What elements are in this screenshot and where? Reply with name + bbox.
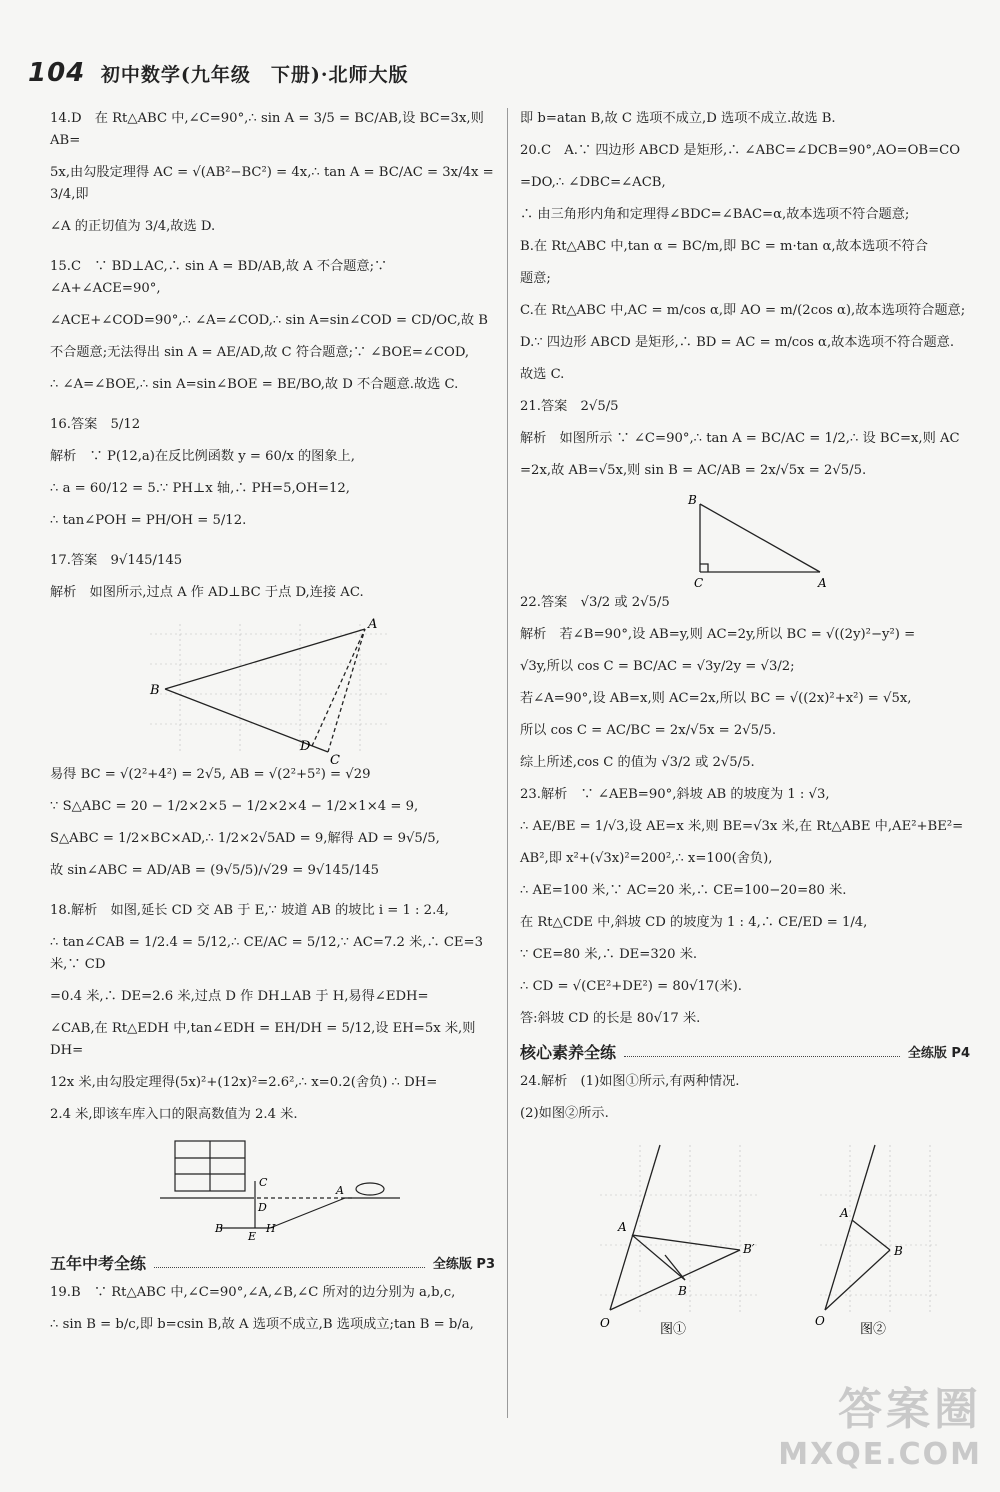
q21-label-a: A	[818, 576, 827, 590]
q20-line-3: ∴ 由三角形内角和定理得∠BDC=∠BAC=α,故本选项不符合题意;	[520, 207, 910, 222]
q17-line-3: 易得 BC = √(2²+4²) = 2√5, AB = √(2²+5²) = √29	[50, 767, 371, 782]
q22-line-4: 若∠A=90°,设 AB=x,则 AC=2x,所以 BC = √((2x)²+x²) = √5x,	[520, 691, 912, 706]
q24-fig1-label-b: B	[678, 1284, 687, 1298]
q18-line-1: 18.解析 如图,延长 CD 交 AB 于 E,∵ 坡道 AB 的坡比 i = 1 : 2.4,	[50, 903, 449, 918]
q18-line-2: ∴ tan∠CAB = 1/2.4 = 5/12,∴ CE/AC = 5/12,∵ AC=7.2 米,∴ CE=3 米,∵ CD	[50, 935, 483, 972]
q21-label-c: C	[694, 576, 704, 590]
q22-line-3: √3y,所以 cos C = BC/AC = √3y/2y = √3/2;	[520, 659, 795, 674]
q20-line-7: D.∵ 四边形 ABCD 是矩形,∴ BD = AC = m/cos α,故本选项不符合题意.	[520, 335, 955, 350]
q15-line-4: ∴ ∠A=∠BOE,∴ sin A=sin∠BOE = BE/BO,故 D 不合题意.故选 C.	[50, 377, 459, 392]
q18-label-e: E	[248, 1230, 257, 1241]
section-title: 五年中考全练	[50, 1254, 147, 1273]
q21-line-3: =2x,故 AB=√5x,则 sin B = AC/AB = 2x/√5x = 2√5/5.	[520, 463, 867, 478]
q18-line-3: =0.4 米,∴ DE=2.6 米,过点 D 作 DH⊥AB 于 H,易得∠EDH=	[50, 989, 429, 1004]
q20-line-5: 题意;	[520, 271, 551, 286]
q24-figures	[590, 1135, 950, 1335]
q19-line-2: ∴ sin B = b/c,即 b=csin B,故 A 选项不成立,B 选项成立;tan B = b/a,	[50, 1317, 474, 1332]
question-19	[50, 1282, 495, 1336]
watermark-line-2: MXQE.COM	[778, 1437, 982, 1472]
q24-fig1-label-o: O	[600, 1316, 610, 1330]
q23-line-4: ∴ AE=100 米,∵ AC=20 米,∴ CE=100−20=80 米.	[520, 883, 847, 898]
q18-label-c: C	[259, 1176, 268, 1189]
q18-garage-figure	[160, 1136, 410, 1241]
q18-label-b: B	[215, 1222, 224, 1235]
question-23	[520, 784, 970, 1030]
q18-line-5: 12x 米,由勾股定理得(5x)²+(12x)²=2.6²,∴ x=0.2(舍负) ∴ DH=	[50, 1075, 438, 1090]
q24-fig1-label-a: A	[618, 1220, 627, 1234]
question-22	[520, 592, 970, 774]
q17-line-6: 故 sin∠ABC = AD/AB = (9√5/5)/√29 = 9√145/145	[50, 863, 380, 878]
q24-fig1-label-bprime: B′	[743, 1242, 755, 1256]
q23-line-3: AB²,即 x²+(√3x)²=200²,∴ x=100(舍负),	[520, 851, 773, 866]
q17-line-2: 解析 如图所示,过点 A 作 AD⊥BC 于点 D,连接 AC.	[50, 585, 364, 600]
q18-label-h: H	[266, 1222, 276, 1235]
q18-label-a: A	[336, 1184, 344, 1197]
question-18	[50, 900, 495, 1241]
q14-line-2: 5x,由勾股定理得 AC = √(AB²−BC²) = 4x,∴ tan A = BC/AC = 3x/4x = 3/4,即	[50, 165, 494, 202]
question-20	[520, 140, 970, 386]
question-15	[50, 256, 495, 396]
q19-line-3: 即 b=atan B,故 C 选项不成立,D 选项不成立.故选 B.	[520, 111, 836, 126]
q20-line-8: 故选 C.	[520, 367, 565, 382]
q16-line-1: 16.答案 5/12	[50, 417, 141, 432]
q15-line-2: ∠ACE+∠COD=90°,∴ ∠A=∠COD,∴ sin A=sin∠COD = CD/OC,故 B	[50, 313, 488, 328]
q18-line-4: ∠CAB,在 Rt△EDH 中,tan∠EDH = EH/DH = 5/12,设 EH=5x 米,则 DH=	[50, 1021, 476, 1058]
section-five-year-exam	[50, 1251, 495, 1274]
q17-line-4: ∵ S△ABC = 20 − 1/2×2×5 − 1/2×2×4 − 1/2×1×4 = 9,	[50, 799, 419, 814]
q22-line-1: 22.答案 √3/2 或 2√5/5	[520, 595, 670, 610]
section-ref: 全练版 P4	[907, 1046, 970, 1061]
q17-line-1: 17.答案 9√145/145	[50, 553, 183, 568]
q24-line-1: 24.解析 (1)如图①所示,有两种情况.	[520, 1074, 740, 1089]
q19-line-1: 19.B ∵ Rt△ABC 中,∠C=90°,∠A,∠B,∠C 所对的边分别为 a,b,c,	[50, 1285, 456, 1300]
watermark	[778, 1373, 982, 1472]
page-header	[28, 58, 409, 88]
q24-fig2-label-a: A	[840, 1206, 849, 1220]
page-number: 104	[28, 58, 86, 88]
q24-fig2-label-b: B	[894, 1244, 903, 1258]
q17-label-c: C	[330, 753, 340, 764]
q22-line-2: 解析 若∠B=90°,设 AB=y,则 AC=2y,所以 BC = √((2y)²−y²) =	[520, 627, 916, 642]
q24-line-2: (2)如图②所示.	[520, 1106, 609, 1121]
q23-line-2: ∴ AE/BE = 1/√3,设 AE=x 米,则 BE=√3x 米,在 Rt△ABE 中,AE²+BE²=	[520, 819, 964, 834]
q22-line-5: 所以 cos C = AC/BC = 2x/√5x = 2√5/5.	[520, 723, 777, 738]
q21-line-1: 21.答案 2√5/5	[520, 399, 619, 414]
q23-line-7: ∴ CD = √(CE²+DE²) = 80√17(米).	[520, 979, 742, 994]
q15-line-3: 不合题意;无法得出 sin A = AE/AD,故 C 符合题意;∵ ∠BOE=∠COD,	[50, 345, 470, 360]
q14-line-3: ∠A 的正切值为 3/4,故选 D.	[50, 219, 216, 234]
q22-line-6: 综上所述,cos C 的值为 √3/2 或 2√5/5.	[520, 755, 755, 770]
q20-line-1: 20.C A.∵ 四边形 ABCD 是矩形,∴ ∠ABC=∠DCB=90°,AO=OB=CO	[520, 143, 961, 158]
q17-label-b: B	[150, 683, 160, 698]
book-title: 初中数学(九年级 下册)·北师大版	[100, 64, 409, 86]
q16-line-2: 解析 ∵ P(12,a)在反比例函数 y = 60/x 的图象上,	[50, 449, 355, 464]
question-17	[50, 550, 495, 882]
right-column	[520, 108, 970, 1335]
question-21	[520, 396, 970, 592]
q18-label-d: D	[258, 1201, 267, 1214]
question-16	[50, 414, 495, 532]
q17-triangle-figure	[140, 614, 400, 764]
section-core-literacy	[520, 1040, 970, 1063]
q15-line-1: 15.C ∵ BD⊥AC,∴ sin A = BD/AB,故 A 不合题意;∵ ∠A+∠ACE=90°,	[50, 259, 388, 296]
q20-line-2: =DO,∴ ∠DBC=∠ACB,	[520, 175, 666, 190]
q21-right-triangle-figure	[680, 492, 840, 592]
q24-fig2-caption: 图②	[860, 1322, 887, 1335]
q16-line-3: ∴ a = 60/12 = 5.∵ PH⊥x 轴,∴ PH=5,OH=12,	[50, 481, 350, 496]
q14-line-1: 14.D 在 Rt△ABC 中,∠C=90°,∴ sin A = 3/5 = BC/AB,设 BC=3x,则 AB=	[50, 111, 484, 148]
question-14	[50, 108, 495, 238]
q20-line-4: B.在 Rt△ABC 中,tan α = BC/m,即 BC = m·tan α,故本选项不符合	[520, 239, 928, 254]
q24-fig2-label-o: O	[815, 1314, 825, 1328]
q17-label-a: A	[368, 617, 378, 632]
column-divider	[507, 108, 508, 1418]
q23-line-5: 在 Rt△CDE 中,斜坡 CD 的坡度为 1 : 4,∴ CE/ED = 1/4,	[520, 915, 868, 930]
left-column	[50, 108, 495, 1346]
q17-label-d: D	[300, 739, 311, 754]
q20-line-6: C.在 Rt△ABC 中,AC = m/cos α,即 AO = m/(2cos α),故本选项符合题意;	[520, 303, 966, 318]
q23-line-8: 答:斜坡 CD 的长是 80√17 米.	[520, 1011, 701, 1026]
q23-line-1: 23.解析 ∵ ∠AEB=90°,斜坡 AB 的坡度为 1 : √3,	[520, 787, 830, 802]
q18-line-6: 2.4 米,即该车库入口的限高数值为 2.4 米.	[50, 1107, 298, 1122]
q17-line-5: S△ABC = 1/2×BC×AD,∴ 1/2×2√5AD = 9,解得 AD = 9√5/5,	[50, 831, 440, 846]
q24-fig1-caption: 图①	[660, 1322, 687, 1335]
section-title: 核心素养全练	[520, 1043, 617, 1062]
q23-line-6: ∵ CE=80 米,∴ DE=320 米.	[520, 947, 698, 962]
q16-line-4: ∴ tan∠POH = PH/OH = 5/12.	[50, 513, 247, 528]
q21-line-2: 解析 如图所示 ∵ ∠C=90°,∴ tan A = BC/AC = 1/2,∴ 设 BC=x,则 AC	[520, 431, 960, 446]
question-24	[520, 1071, 970, 1335]
watermark-line-1: 答案圈	[838, 1384, 982, 1435]
section-ref: 全练版 P3	[432, 1257, 495, 1272]
q21-label-b: B	[688, 493, 697, 507]
